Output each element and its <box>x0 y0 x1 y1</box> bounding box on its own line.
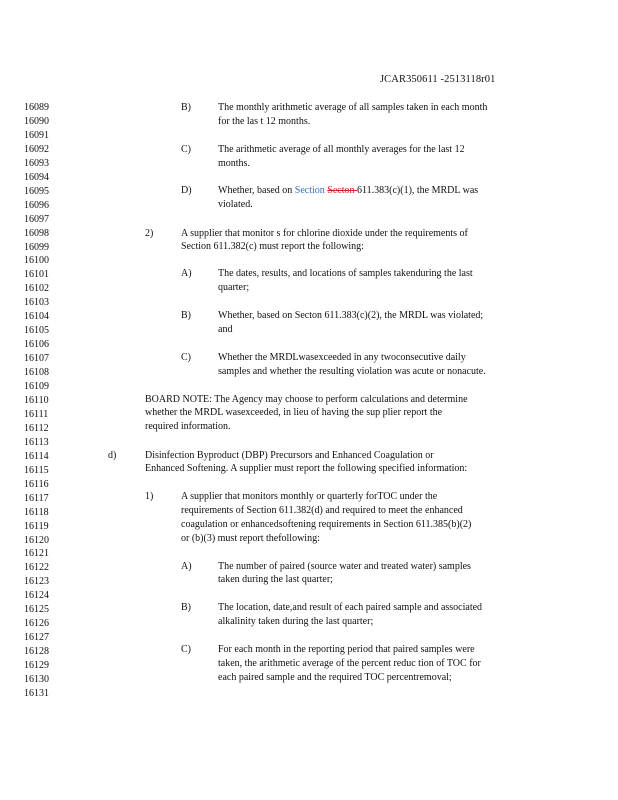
line-number: 16112 <box>24 422 49 434</box>
line-number: 16116 <box>24 478 49 490</box>
line-number: 16096 <box>24 199 49 211</box>
line-number: 16109 <box>24 381 49 392</box>
board-note-line: BOARD NOTE: The Agency may choose to perform calculations and determine <box>145 394 468 405</box>
line-number: 16115 <box>24 464 49 476</box>
text-line: alkalinity taken during the last quarter; <box>218 616 374 627</box>
line-number: 16121 <box>24 548 49 560</box>
line-number: 16122 <box>24 562 49 574</box>
board-note-line: whether the MRDL wasexceeded, in lieu of having the sup plier report the <box>145 407 443 418</box>
line-number: 16098 <box>24 227 49 239</box>
text-line: quarter; <box>218 282 250 293</box>
item-label: 1) <box>145 491 154 502</box>
deleted-text: Secton <box>327 185 358 196</box>
line-number: 16108 <box>24 367 49 379</box>
text-line: A supplier that monitor s for chlorine dioxide under the requirements of <box>181 228 468 239</box>
line-number: 16092 <box>24 143 49 155</box>
item-label: C) <box>181 352 191 363</box>
text-line: each paired sample and the required TOC percentremoval; <box>218 672 452 683</box>
line-number: 16104 <box>24 311 49 323</box>
line-number: 16106 <box>24 339 49 351</box>
line-number: 16089 <box>24 102 49 113</box>
text-line <box>218 186 478 196</box>
text-line: Enhanced Softening. A supplier must report the following specified information: <box>145 463 468 474</box>
text-line: taken, the arithmetic average of the percent reduc tion of TOC for <box>218 658 481 669</box>
line-number: 16099 <box>24 241 49 253</box>
text-line: Whether the MRDLwasexceeded in any twoconsecutive daily <box>218 352 466 363</box>
text-line: samples and whether the resulting violation was acute or nonacute. <box>218 366 486 377</box>
item-label: B) <box>181 102 191 113</box>
inserted-text: Section <box>294 185 325 196</box>
text-line: The arithmetic average of all monthly averages for the last 12 <box>218 144 465 155</box>
line-number: 16127 <box>24 632 49 644</box>
line-number: 16113 <box>24 436 49 448</box>
item-label: D) <box>181 185 192 196</box>
line-number: 16125 <box>24 604 49 616</box>
text-line: or (b)(3) must report thefollowing: <box>181 533 320 544</box>
text-line: and <box>218 324 233 335</box>
board-note-line: required information. <box>145 421 231 432</box>
text-line: A supplier that monitors monthly or quarterly forTOC under the <box>181 491 438 502</box>
text-line: Whether, based on Secton 611.383(c)(2), the MRDL was violated; <box>218 310 484 321</box>
line-number: 16101 <box>24 269 49 281</box>
line-number: 16114 <box>24 450 49 462</box>
line-number: 16091 <box>24 129 49 141</box>
text-line: taken during the last quarter; <box>218 574 333 585</box>
text-line: violated. <box>218 199 253 210</box>
line-number: 16131 <box>24 687 49 699</box>
line-number: 16111 <box>24 408 49 420</box>
document-id-header: JCAR350611 -2513118r01 <box>380 74 496 85</box>
item-label: d) <box>108 450 117 461</box>
line-number: 16090 <box>24 116 49 127</box>
item-label: B) <box>181 602 191 613</box>
line-number: 16095 <box>24 185 49 197</box>
line-number: 16103 <box>24 297 49 309</box>
line-number: 16107 <box>24 353 49 365</box>
line-number: 16094 <box>24 171 49 183</box>
item-label: A) <box>181 561 192 572</box>
line-number: 16120 <box>24 534 49 546</box>
item-label: A) <box>181 268 192 279</box>
line-number: 16126 <box>24 618 49 630</box>
text-line: Disinfection Byproduct (DBP) Precursors and Enhanced Coagulation or <box>145 450 434 461</box>
item-label: B) <box>181 310 191 321</box>
item-label: C) <box>181 144 191 155</box>
text-line: The number of paired (source water and treated water) samples <box>218 561 471 572</box>
line-number: 16128 <box>24 646 49 657</box>
text-line: The dates, results, and locations of samples takenduring the last <box>218 268 473 279</box>
text-line: coagulation or enhancedsoftening requirements in Section 611.385(b)(2) <box>181 519 472 530</box>
line-number: 16100 <box>24 255 49 267</box>
text-line: The location, date,and result of each paired sample and associated <box>218 602 483 613</box>
line-number: 16129 <box>24 660 49 671</box>
text-line: requirements of Section 611.382(d) and required to meet the enhanced <box>181 505 463 516</box>
line-number: 16124 <box>24 590 49 602</box>
text-line: For each month in the reporting period that paired samples were <box>218 644 475 655</box>
line-number: 16105 <box>24 325 49 337</box>
line-number: 16102 <box>24 283 49 295</box>
line-number: 16097 <box>24 213 49 225</box>
line-number: 16118 <box>24 506 49 518</box>
text-line: for the las t 12 months. <box>218 116 311 127</box>
line-number: 16130 <box>24 673 49 685</box>
text-segment: 611.383(c)(1), the MRDL was <box>357 185 479 196</box>
text-segment: Whether, based on <box>218 185 295 196</box>
line-number: 16117 <box>24 492 49 504</box>
item-label: 2) <box>145 228 154 239</box>
line-number: 16123 <box>24 576 49 588</box>
line-number: 16093 <box>24 157 49 169</box>
item-label: C) <box>181 644 191 655</box>
text-line: The monthly arithmetic average of all samples taken in each month <box>218 102 488 113</box>
text-line: months. <box>218 158 250 169</box>
line-number: 16119 <box>24 520 49 532</box>
line-number: 16110 <box>24 394 49 406</box>
text-line: Section 611.382(c) must report the following: <box>181 241 364 252</box>
